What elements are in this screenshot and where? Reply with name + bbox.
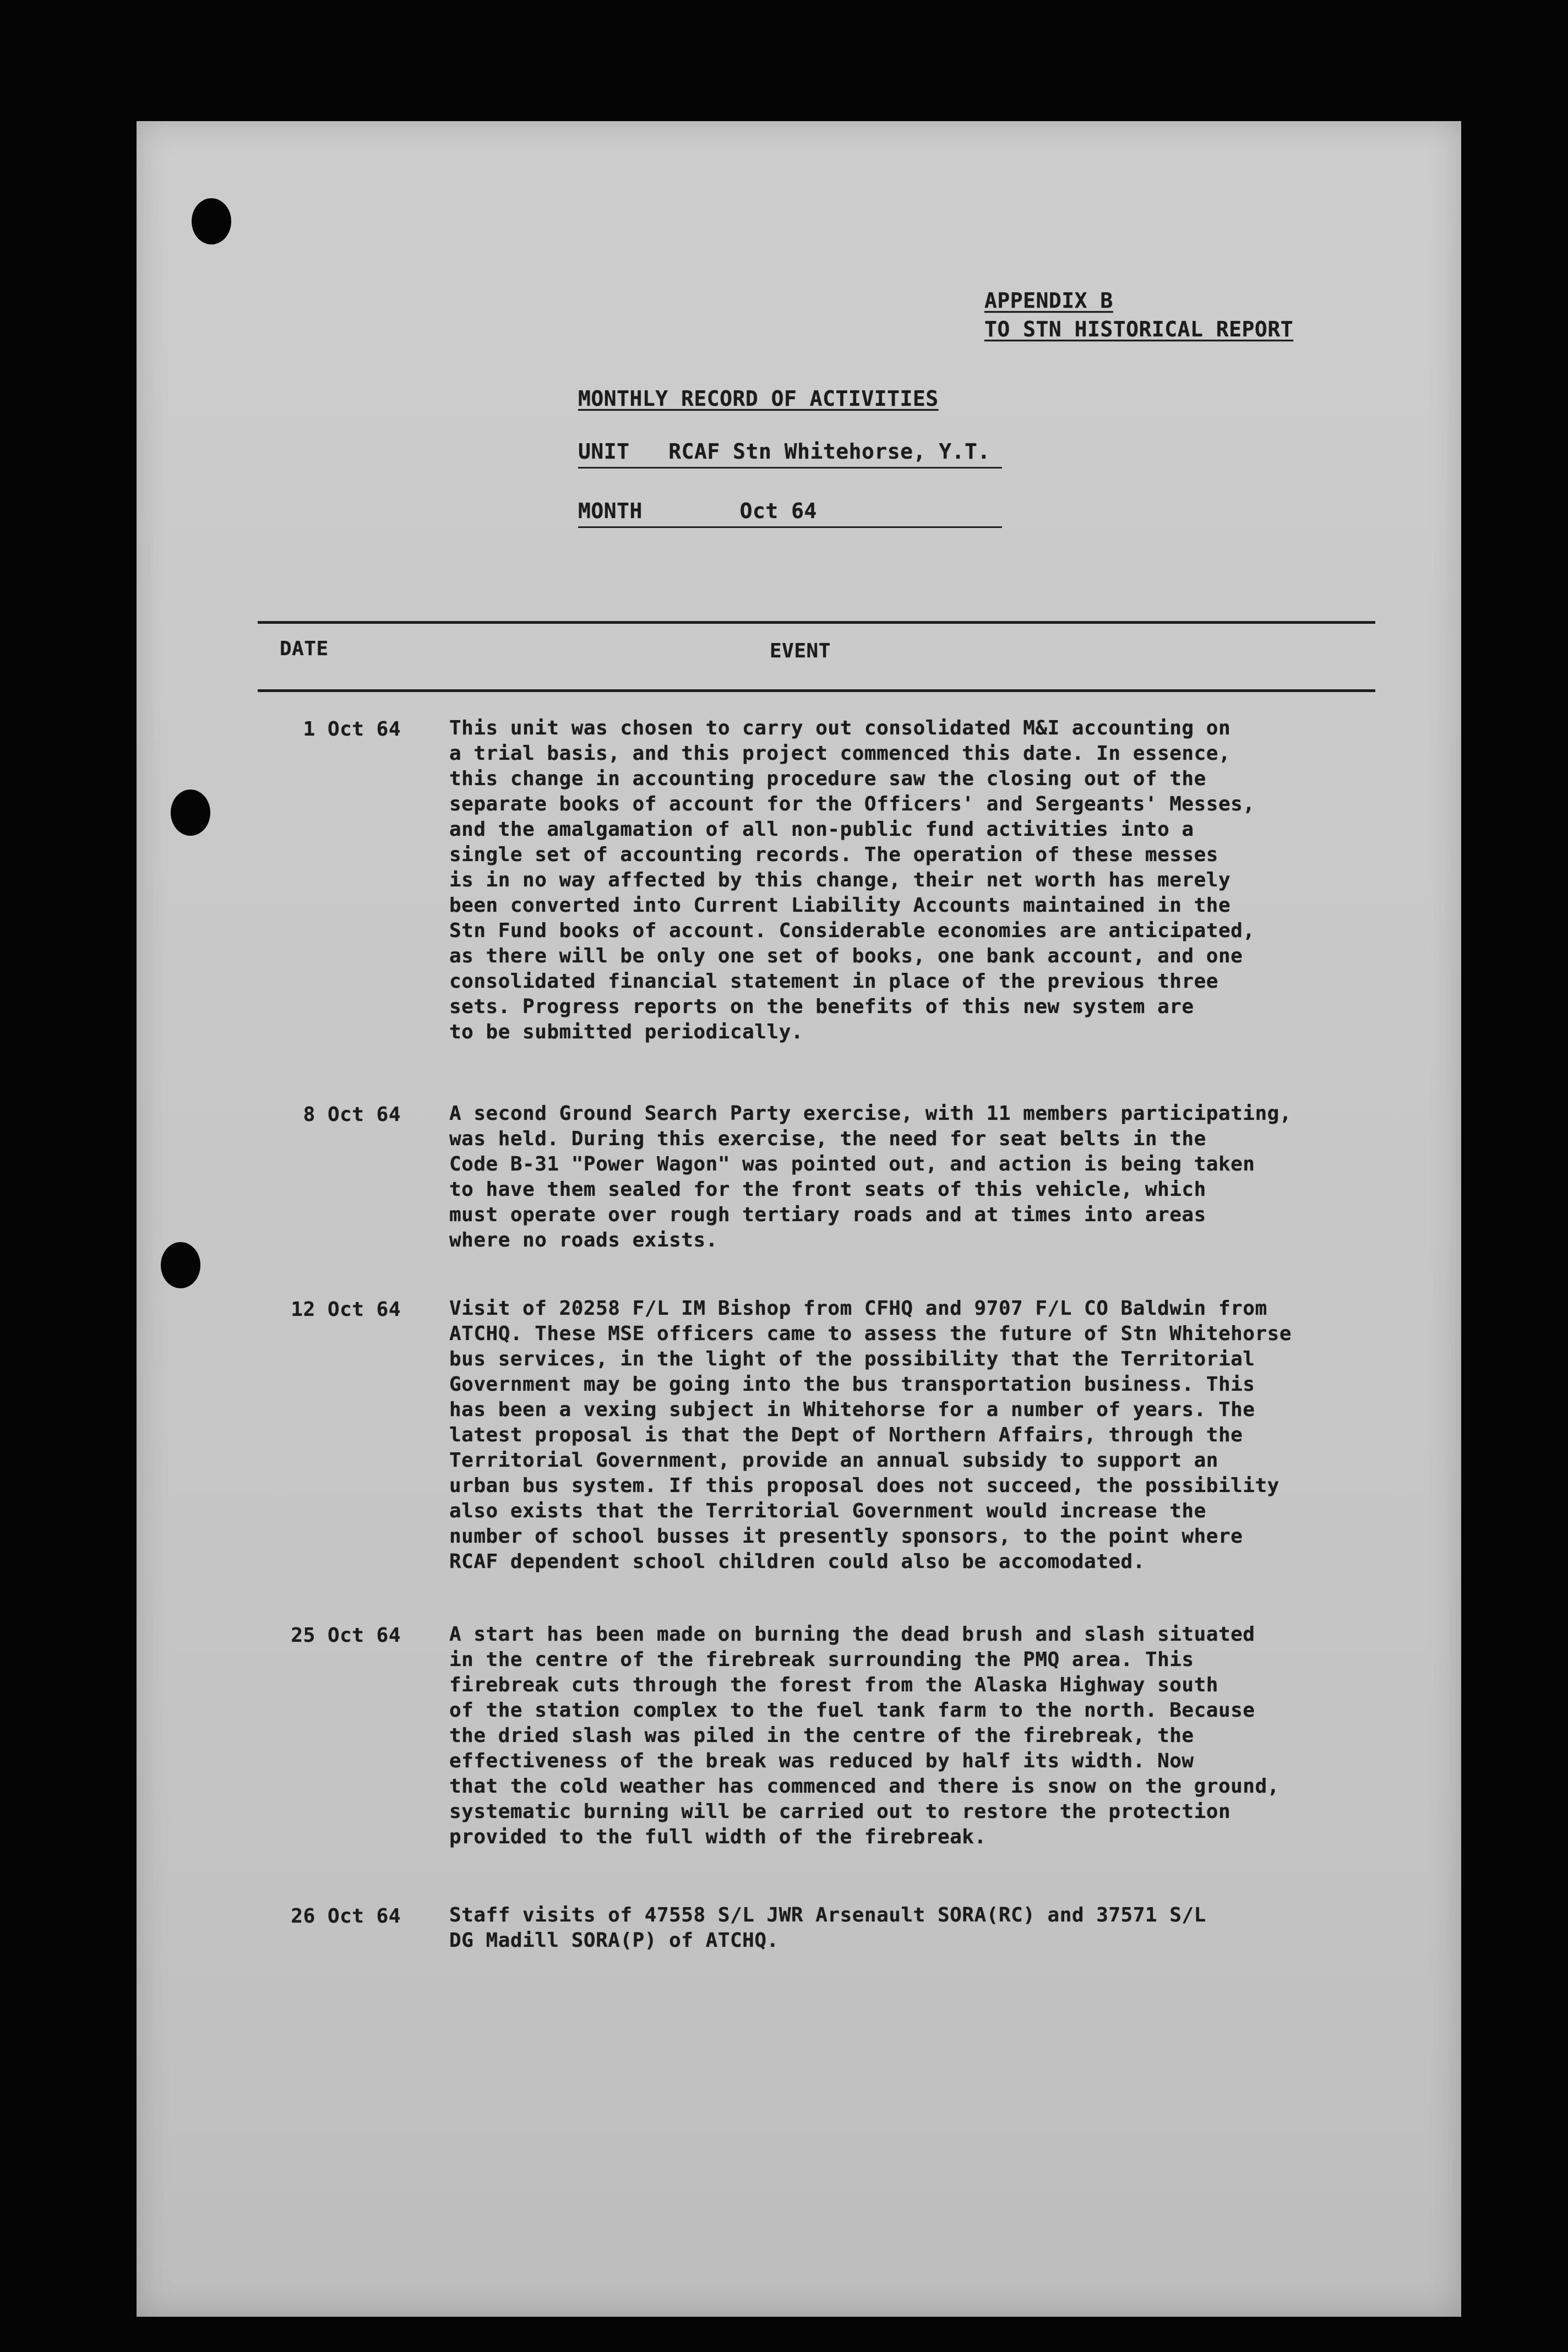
- entry-event-text: [449, 716, 1396, 1045]
- punch-hole-middle: [171, 790, 210, 836]
- entry-line: A second Ground Search Party exercise, with 11 members participating,: [449, 1102, 1292, 1125]
- entry-line: urban bus system. If this proposal does not succeed, the possibility: [449, 1474, 1280, 1497]
- table-rule-top: [258, 621, 1375, 624]
- entry-line: in the centre of the firebreak surrounding the PMQ area. This: [449, 1648, 1194, 1671]
- entry-line: firebreak cuts through the forest from the Alaska Highway south: [449, 1674, 1218, 1696]
- entry-line: Visit of 20258 F/L IM Bishop from CFHQ and 9707 F/L CO Baldwin from: [449, 1297, 1267, 1320]
- entry-line: A start has been made on burning the dead brush and slash situated: [449, 1623, 1255, 1646]
- entry-line: this change in accounting procedure saw the closing out of the: [449, 767, 1206, 790]
- entry-line: Government may be going into the bus transportation business. This: [449, 1373, 1255, 1396]
- entry-date: 25 Oct 64: [291, 1624, 401, 1647]
- entry-line: Stn Fund books of account. Considerable economies are anticipated,: [449, 919, 1255, 942]
- month-row: [578, 499, 817, 523]
- table-rule-bottom: [258, 689, 1375, 692]
- unit-row: [578, 439, 990, 464]
- entry-line: was held. During this exercise, the need for seat belts in the: [449, 1128, 1206, 1150]
- entry-line: has been a vexing subject in Whitehorse for a number of years. The: [449, 1398, 1255, 1421]
- entry-line: been converted into Current Liability Accounts maintained in the: [449, 894, 1231, 917]
- entry-line: latest proposal is that the Dept of Northern Affairs, through the: [449, 1424, 1243, 1446]
- entry-line: is in no way affected by this change, their net worth has merely: [449, 869, 1231, 891]
- column-header-date: DATE: [280, 638, 329, 660]
- appendix-line-2: TO STN HISTORICAL REPORT: [984, 317, 1294, 341]
- entry-line: This unit was chosen to carry out consolidated M&I accounting on: [449, 717, 1231, 739]
- entry-line: a trial basis, and this project commenced this date. In essence,: [449, 742, 1231, 765]
- entry-line: as there will be only one set of books, one bank account, and one: [449, 945, 1243, 967]
- entry-event-text: [449, 1101, 1396, 1253]
- column-header-event: EVENT: [770, 640, 831, 662]
- entry-event-text: [449, 1296, 1396, 1575]
- month-value: Oct 64: [739, 499, 817, 523]
- entry-line: effectiveness of the break was reduced by half its width. Now: [449, 1750, 1194, 1772]
- unit-underline: [578, 467, 1002, 469]
- entry-line: RCAF dependent school children could also be accomodated.: [449, 1550, 1145, 1573]
- entry-date: 8 Oct 64: [303, 1103, 401, 1126]
- month-underline: [578, 526, 1002, 528]
- appendix-heading: [984, 286, 1293, 344]
- entry-date: 26 Oct 64: [291, 1905, 401, 1928]
- entry-line: consolidated financial statement in place of the previous three: [449, 970, 1218, 993]
- unit-label: UNIT: [578, 439, 630, 464]
- month-label: MONTH: [578, 499, 643, 523]
- entry-line: bus services, in the light of the possibility that the Territorial: [449, 1348, 1255, 1370]
- unit-value: RCAF Stn Whitehorse, Y.T.: [668, 439, 990, 464]
- entry-line: the dried slash was piled in the centre of the firebreak, the: [449, 1724, 1194, 1747]
- entry-line: Code B-31 "Power Wagon" was pointed out, and action is being taken: [449, 1153, 1255, 1175]
- punch-hole-top: [192, 198, 231, 244]
- entry-line: sets. Progress reports on the benefits of this new system are: [449, 995, 1194, 1018]
- entry-line: Territorial Government, provide an annual subsidy to support an: [449, 1449, 1218, 1472]
- appendix-line-1: APPENDIX B: [984, 288, 1113, 313]
- entry-line: DG Madill SORA(P) of ATCHQ.: [449, 1929, 779, 1952]
- entry-event-text: [449, 1903, 1396, 1953]
- entry-line: single set of accounting records. The operation of these messes: [449, 843, 1218, 866]
- entry-line: number of school busses it presently sponsors, to the point where: [449, 1525, 1243, 1548]
- entry-line: separate books of account for the Officers' and Sergeants' Messes,: [449, 793, 1255, 815]
- document-page: [137, 121, 1461, 2317]
- entry-line: systematic burning will be carried out to restore the protection: [449, 1800, 1231, 1823]
- entry-date: 1 Oct 64: [303, 718, 401, 741]
- entry-line: ATCHQ. These MSE officers came to assess the future of Stn Whitehorse: [449, 1322, 1292, 1345]
- entry-line: to be submitted periodically.: [449, 1021, 804, 1043]
- entry-line: Staff visits of 47558 S/L JWR Arsenault SORA(RC) and 37571 S/L: [449, 1904, 1206, 1926]
- entry-line: also exists that the Territorial Government would increase the: [449, 1500, 1206, 1522]
- entry-line: that the cold weather has commenced and there is snow on the ground,: [449, 1775, 1280, 1798]
- entry-line: provided to the full width of the firebreak.: [449, 1826, 987, 1848]
- entry-line: where no roads exists.: [449, 1229, 718, 1251]
- entry-event-text: [449, 1622, 1396, 1850]
- entry-line: and the amalgamation of all non-public fund activities into a: [449, 818, 1194, 841]
- record-title: MONTHLY RECORD OF ACTIVITIES: [578, 386, 939, 411]
- entry-date: 12 Oct 64: [291, 1298, 401, 1321]
- punch-hole-lower: [161, 1242, 200, 1288]
- entry-line: of the station complex to the fuel tank farm to the north. Because: [449, 1699, 1255, 1722]
- entry-line: to have them sealed for the front seats of this vehicle, which: [449, 1178, 1206, 1201]
- entry-line: must operate over rough tertiary roads and at times into areas: [449, 1204, 1206, 1226]
